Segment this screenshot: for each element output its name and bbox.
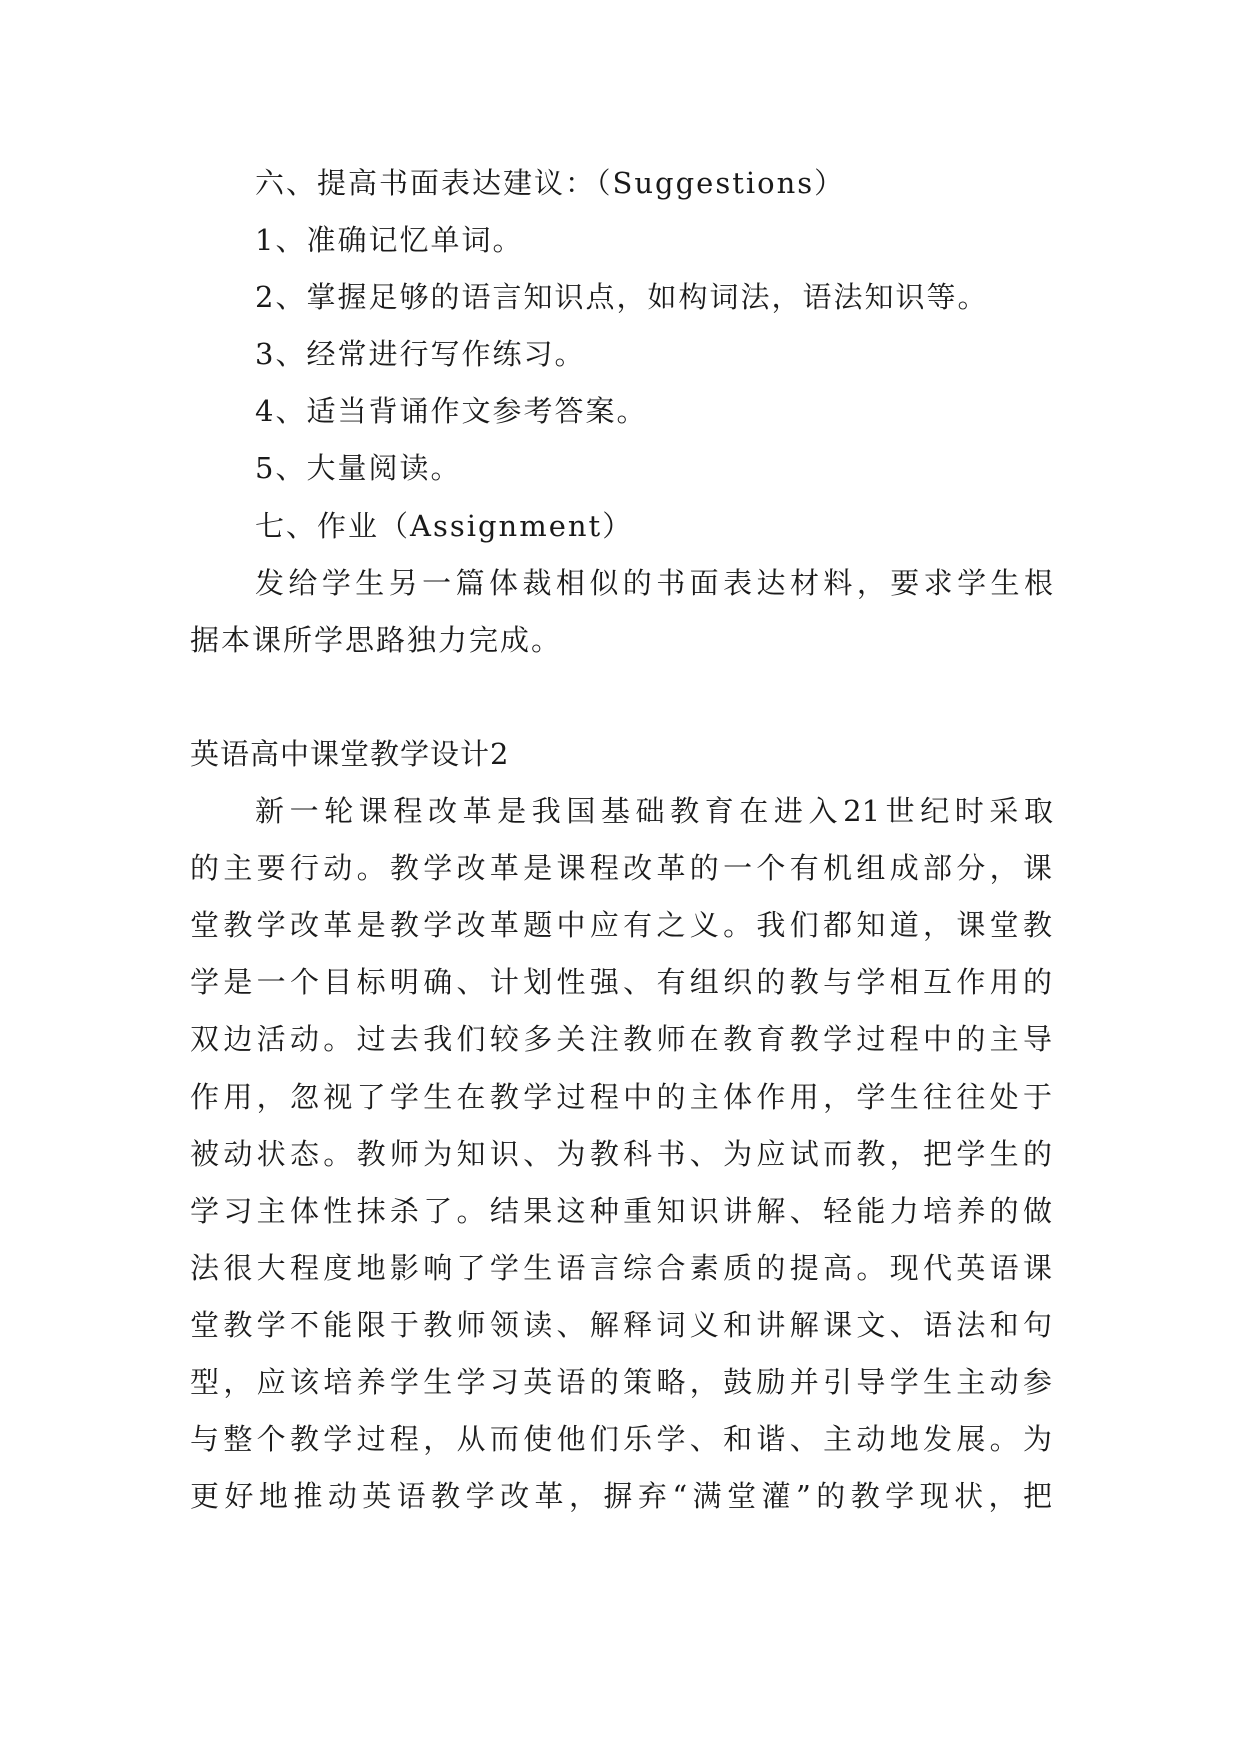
article-two-title: 英语高中课堂教学设计2 — [190, 737, 510, 771]
article-paragraph-line: 被动状态。教师为知识、为教科书、为应试而教，把学生的 — [190, 1137, 1052, 1171]
section-six-title: 六、提高书面表达建议：（Suggestions） — [255, 166, 846, 200]
article-paragraph-line: 作用，忽视了学生在教学过程中的主体作用，学生往往处于 — [190, 1080, 1052, 1114]
article-paragraph-line: 堂教学改革是教学改革题中应有之义。我们都知道，课堂教 — [190, 908, 1052, 942]
article-paragraph-line: 新一轮课程改革是我国基础教育在进入21世纪时采取 — [255, 794, 1053, 828]
suggestion-item: 5、大量阅读。 — [255, 451, 462, 485]
assignment-text-line: 据本课所学思路独力完成。 — [190, 623, 563, 657]
article-paragraph-line: 学是一个目标明确、计划性强、有组织的教与学相互作用的 — [190, 965, 1052, 999]
article-paragraph-line: 更好地推动英语教学改革，摒弃“满堂灌”的教学现状，把 — [190, 1479, 1052, 1513]
suggestion-item: 4、适当背诵作文参考答案。 — [255, 394, 648, 428]
section-seven-title: 七、作业（Assignment） — [255, 509, 634, 543]
article-paragraph-line: 双边活动。过去我们较多关注教师在教育教学过程中的主导 — [190, 1022, 1052, 1056]
article-paragraph-line: 学习主体性抹杀了。结果这种重知识讲解、轻能力培养的做 — [190, 1194, 1052, 1228]
assignment-text-line: 发给学生另一篇体裁相似的书面表达材料，要求学生根 — [255, 566, 1053, 600]
article-paragraph-line: 与整个教学过程，从而使他们乐学、和谐、主动地发展。为 — [190, 1422, 1052, 1456]
suggestion-item: 3、经常进行写作练习。 — [255, 337, 586, 371]
article-paragraph-line: 堂教学不能限于教师领读、解释词义和讲解课文、语法和句 — [190, 1308, 1052, 1342]
suggestion-item: 2、掌握足够的语言知识点，如构词法，语法知识等。 — [255, 280, 989, 314]
article-paragraph-line: 的主要行动。教学改革是课程改革的一个有机组成部分，课 — [190, 851, 1052, 885]
suggestion-item: 1、准确记忆单词。 — [255, 223, 524, 257]
article-paragraph-line: 型，应该培养学生学习英语的策略，鼓励并引导学生主动参 — [190, 1365, 1052, 1399]
article-paragraph-line: 法很大程度地影响了学生语言综合素质的提高。现代英语课 — [190, 1251, 1052, 1285]
